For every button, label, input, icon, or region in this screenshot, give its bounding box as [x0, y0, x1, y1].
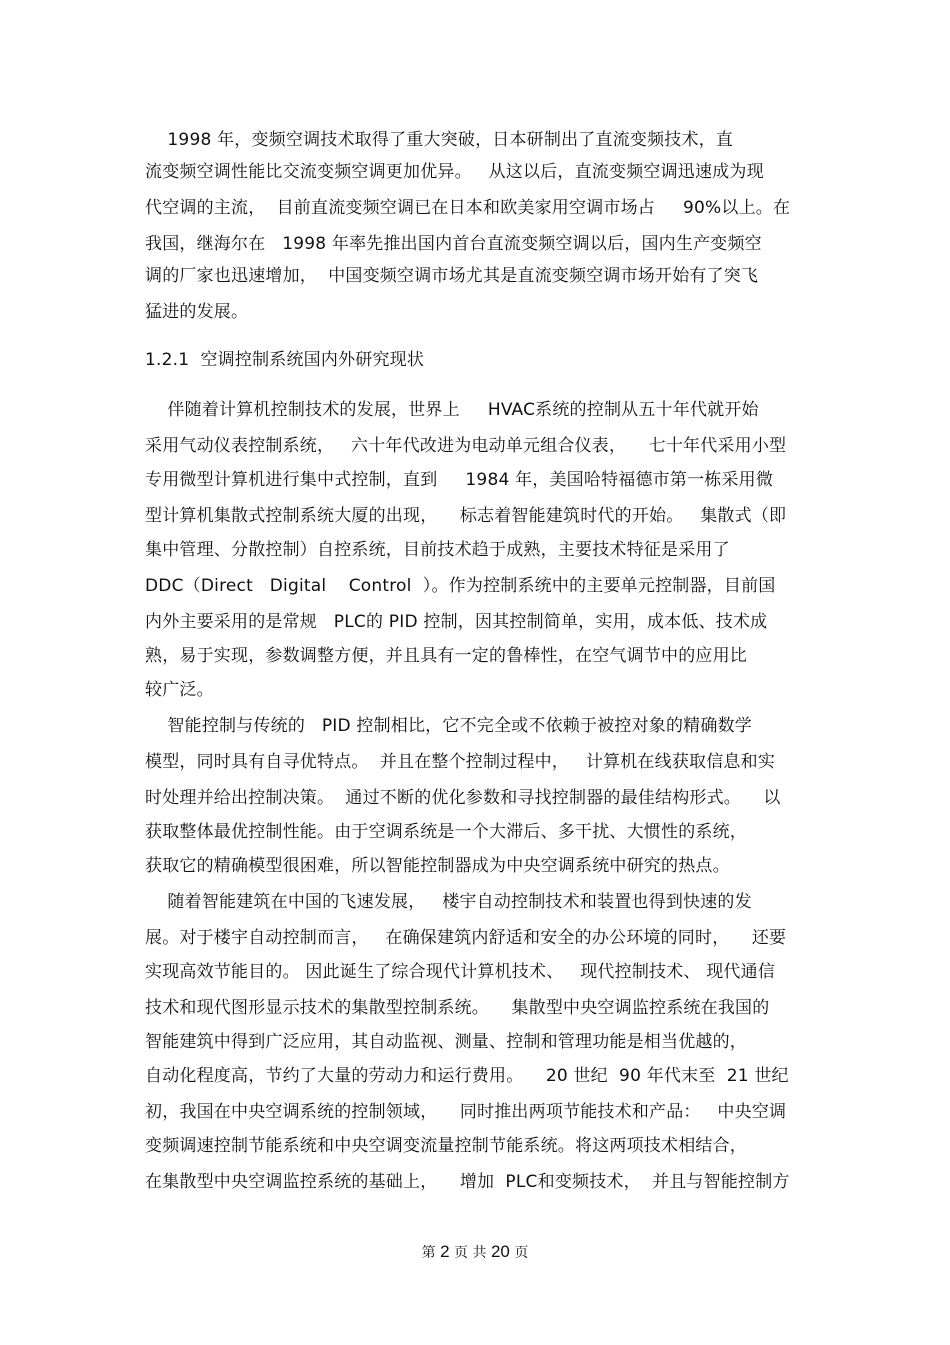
- text-line: 型计算机集散式控制系统大厦的出现， 标志着智能建筑时代的开始。 集散式（即: [145, 506, 787, 526]
- text-line: 在集散型中央空调监控系统的基础上， 增加 PLC和变频技术， 并且与智能控制方: [145, 1172, 790, 1192]
- text-line: 时处理并给出控制决策。 通过不断的优化参数和寻找控制器的最佳结构形式。 以: [145, 788, 781, 808]
- text-line: 内外主要采用的是常规 PLC的 PID 控制，因其控制简单，实用，成本低、技术成: [145, 612, 768, 632]
- footer-total-pages: 20: [490, 1242, 510, 1261]
- text-line: 随着智能建筑在中国的飞速发展， 楼宇自动控制技术和装置也得到快速的发: [145, 892, 752, 912]
- text-line: 专用微型计算机进行集中式控制，直到 1984 年，美国哈特福德市第一栋采用微: [145, 470, 774, 490]
- text-line: 自动化程度高，节约了大量的劳动力和运行费用。 20 世纪 90 年代末至 21 世纪: [145, 1066, 789, 1086]
- text-line: DDC（Direct Digital Control ）。作为控制系统中的主要单元控制器，目前国: [145, 576, 776, 596]
- text-line: 模型，同时具有自寻优特点。 并且在整个控制过程中， 计算机在线获取信息和实: [145, 752, 776, 772]
- text-line: 代空调的主流， 目前直流变频空调已在日本和欧美家用空调市场占 90%以上。在: [145, 198, 791, 218]
- text-line: 展。对于楼宇自动控制而言， 在确保建筑内舒适和安全的办公环境的同时， 还要: [145, 928, 787, 948]
- text-line: 调的厂家也迅速增加， 中国变频空调市场尤其是直流变频空调市场开始有了突飞: [145, 266, 759, 286]
- text-line: 1998 年，变频空调技术取得了重大突破，日本研制出了直流变频技术，直: [145, 130, 734, 150]
- footer-prefix: 第: [421, 1245, 436, 1261]
- text-line: 技术和现代图形显示技术的集散型控制系统。 集散型中央空调监控系统在我国的: [145, 998, 770, 1018]
- page-footer: [0, 1242, 950, 1262]
- text-line: 较广泛。: [145, 680, 214, 700]
- text-line: 熟，易于实现，参数调整方便，并且具有一定的鲁棒性，在空气调节中的应用比: [145, 646, 747, 666]
- section-heading: 1.2.1 空调控制系统国内外研究现状: [145, 350, 425, 370]
- text-line: 猛进的发展。: [145, 302, 249, 322]
- text-line: 获取它的精确模型很困难，所以智能控制器成为中央空调系统中研究的热点。: [145, 856, 730, 876]
- text-line: 实现高效节能目的。 因此诞生了综合现代计算机技术、 现代控制技术、 现代通信: [145, 962, 776, 982]
- text-line: 流变频空调性能比交流变频空调更加优异。 从这以后，直流变频空调迅速成为现: [145, 162, 764, 182]
- text-line: 集中管理、分散控制）自控系统，目前技术趋于成熟，主要技术特征是采用了: [145, 540, 730, 560]
- text-line: 伴随着计算机控制技术的发展，世界上 HVAC系统的控制从五十年代就开始: [145, 400, 759, 420]
- text-line: 获取整体最优控制性能。由于空调系统是一个大滞后、多干扰、大惯性的系统，: [145, 822, 747, 842]
- text-line: 我国，继海尔在 1998 年率先推出国内首台直流变频空调以后，国内生产变频空: [145, 234, 762, 254]
- text-line: 变频调速控制节能系统和中央空调变流量控制节能系统。将这两项技术相结合，: [145, 1136, 747, 1156]
- footer-middle: 页 共: [454, 1245, 487, 1261]
- footer-suffix: 页: [514, 1245, 529, 1261]
- text-line: 采用气动仪表控制系统， 六十年代改进为电动单元组合仪表， 七十年代采用小型: [145, 436, 787, 456]
- text-line: 初，我国在中央空调系统的控制领域， 同时推出两项节能技术和产品： 中央空调: [145, 1102, 787, 1122]
- text-line: 智能建筑中得到广泛应用，其自动监视、测量、控制和管理功能是相当优越的，: [145, 1032, 747, 1052]
- footer-page-number: 2: [440, 1242, 450, 1261]
- text-line: 智能控制与传统的 PID 控制相比，它不完全或不依赖于被控对象的精确数学: [145, 716, 752, 736]
